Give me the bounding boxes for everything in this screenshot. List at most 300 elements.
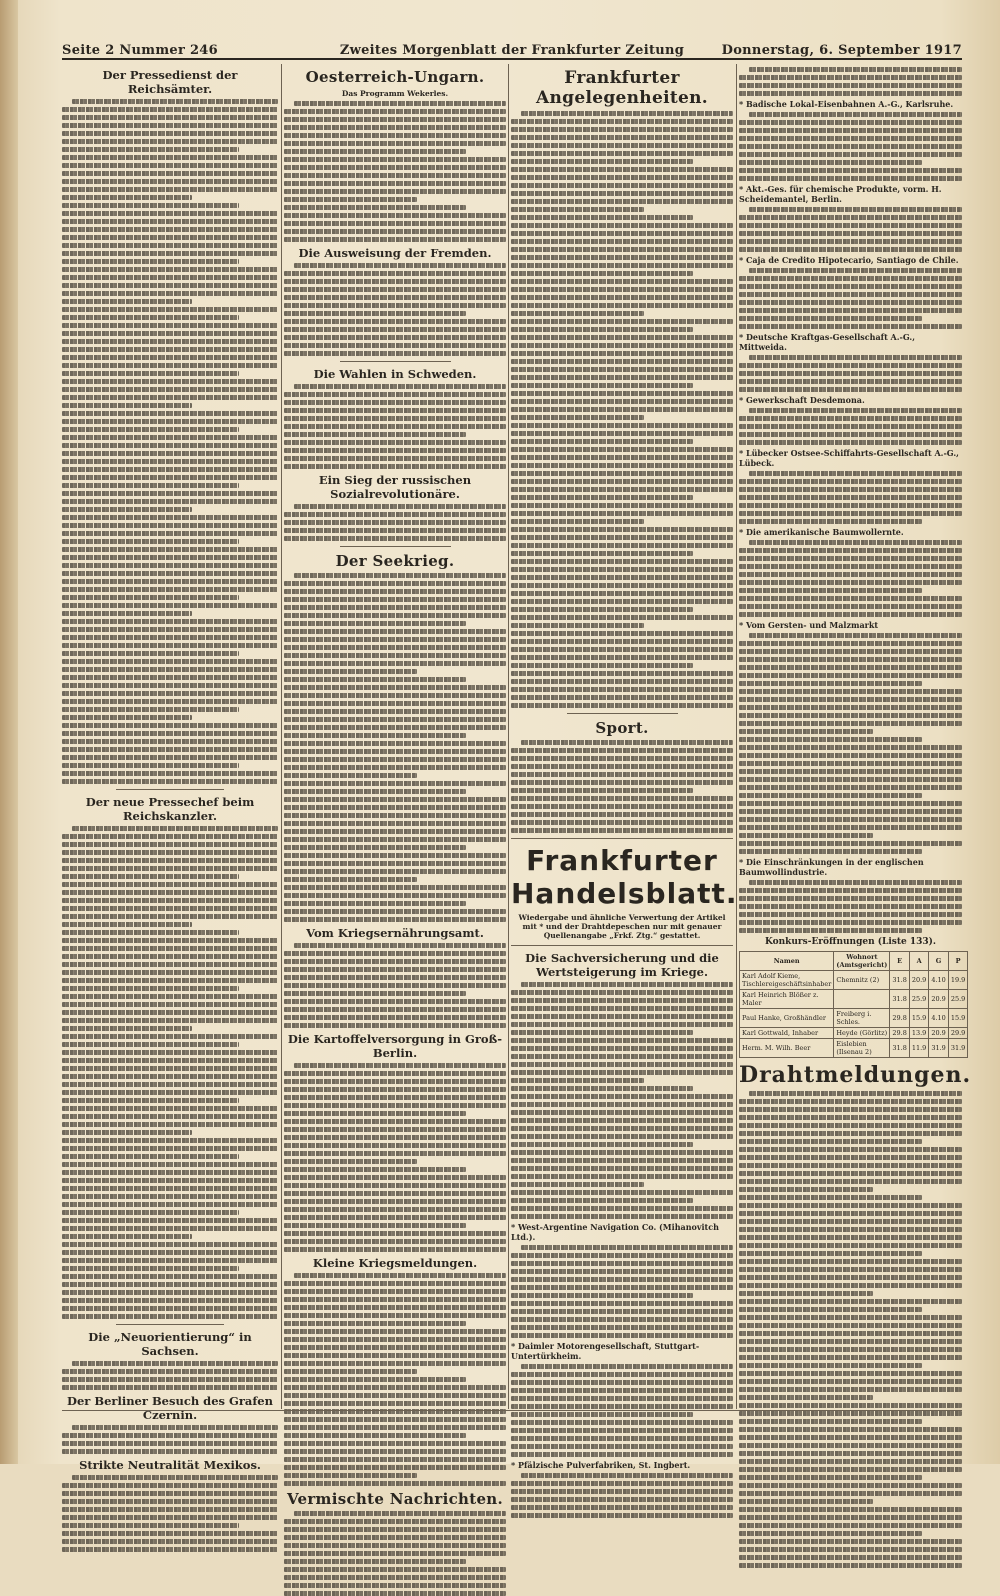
table-header-cell: P <box>948 952 967 971</box>
text-line <box>511 191 733 196</box>
text-line <box>511 407 733 412</box>
text-line <box>62 1483 278 1488</box>
text-line <box>739 1243 962 1248</box>
text-line <box>511 327 693 332</box>
text-line <box>739 276 962 281</box>
text-line <box>284 717 506 722</box>
text-line <box>511 1253 733 1258</box>
text-line <box>739 1219 962 1224</box>
text-line <box>62 1074 278 1079</box>
text-line <box>284 1087 506 1092</box>
text-line <box>521 111 733 116</box>
text-line <box>511 287 733 292</box>
text-line <box>62 667 278 672</box>
text-line <box>511 135 733 140</box>
text-line <box>739 649 962 654</box>
text-line <box>284 408 506 413</box>
text-line <box>62 1018 278 1023</box>
text-line <box>62 547 278 552</box>
text-line <box>739 1315 962 1320</box>
text-line <box>511 335 733 340</box>
text-line <box>62 1449 278 1454</box>
text-line <box>284 1199 506 1204</box>
business-notice-heading: * Gewerkschaft Desdemona. <box>739 395 865 405</box>
text-line <box>739 387 962 392</box>
table-cell: 20.9 <box>909 971 928 990</box>
text-line <box>284 1223 466 1228</box>
text-line <box>284 125 506 130</box>
text-line <box>739 479 962 484</box>
text-line <box>284 1345 506 1350</box>
table-header-row <box>740 952 968 971</box>
text-line <box>749 408 962 413</box>
business-notice-heading: * Badische Lokal-Eisenbahnen A.-G., Karlsruhe. <box>739 99 954 109</box>
text-line <box>511 812 733 817</box>
text-line <box>284 1329 506 1334</box>
text-line <box>62 946 278 951</box>
text-line <box>284 877 417 882</box>
text-line <box>739 75 962 80</box>
text-line <box>511 1489 733 1494</box>
text-line <box>511 239 733 244</box>
text-line <box>511 1436 733 1441</box>
text-line <box>511 447 733 452</box>
table-cell: 20.9 <box>929 990 948 1009</box>
article-body <box>739 633 962 854</box>
text-line <box>62 627 278 632</box>
text-line <box>284 621 466 626</box>
text-line <box>511 1428 733 1433</box>
text-line <box>284 1583 506 1588</box>
text-line <box>511 1206 733 1211</box>
business-notice-heading: * Die Einschränkungen in der englischen Baumwollindustrie. <box>739 857 924 877</box>
text-line <box>739 152 962 157</box>
text-line <box>284 181 506 186</box>
text-line <box>284 975 506 980</box>
text-line <box>739 416 962 421</box>
text-line <box>739 1179 962 1184</box>
text-line <box>511 143 733 148</box>
text-line <box>511 1174 733 1179</box>
text-line <box>739 1499 873 1504</box>
text-line <box>511 527 733 532</box>
text-line <box>739 556 962 561</box>
text-line <box>62 858 278 863</box>
text-line <box>739 1443 962 1448</box>
text-line <box>511 1396 733 1401</box>
text-line <box>739 231 962 236</box>
text-line <box>739 1435 962 1440</box>
business-notice-heading: * Daimler Motorengesellschaft, Stuttgart-Untertürkheim. <box>511 1341 700 1361</box>
business-notice-heading: * Die amerikanische Baumwollernte. <box>739 527 904 537</box>
text-line <box>739 511 962 516</box>
separator <box>567 713 678 714</box>
text-line <box>284 1095 506 1100</box>
text-line <box>62 930 239 935</box>
text-line <box>739 128 962 133</box>
article-body <box>62 826 278 1319</box>
text-line <box>739 1403 962 1408</box>
text-line <box>72 99 278 104</box>
article-heading: Sport. <box>595 719 649 737</box>
text-line <box>739 120 962 125</box>
text-line <box>511 1420 733 1425</box>
text-line <box>511 1086 693 1091</box>
text-line <box>511 1404 733 1409</box>
article-heading: Die Ausweisung der Fremden. <box>298 246 492 260</box>
text-line <box>739 1331 962 1336</box>
text-line <box>284 757 506 762</box>
text-line <box>72 826 278 831</box>
text-line <box>739 1251 922 1256</box>
text-line <box>511 167 733 172</box>
text-line <box>284 520 506 525</box>
text-line <box>62 755 278 760</box>
text-line <box>739 432 962 437</box>
text-line <box>62 435 278 440</box>
column-divider <box>508 64 509 1409</box>
text-line <box>511 1505 733 1510</box>
text-line <box>294 504 506 509</box>
text-line <box>62 938 278 943</box>
text-line <box>294 943 506 948</box>
text-line <box>284 1543 506 1548</box>
table-row <box>740 1028 968 1039</box>
text-line <box>284 629 506 634</box>
text-line <box>72 1361 278 1366</box>
table-header-cell: Namen <box>740 952 834 971</box>
text-line <box>284 773 417 778</box>
text-line <box>62 994 278 999</box>
text-line <box>284 512 506 517</box>
text-line <box>62 1531 278 1536</box>
text-line <box>284 853 506 858</box>
text-line <box>62 651 239 656</box>
text-line <box>62 1122 278 1127</box>
text-line <box>284 1393 506 1398</box>
text-line <box>62 1082 278 1087</box>
text-line <box>739 1195 922 1200</box>
text-line <box>284 1425 506 1430</box>
text-line <box>62 115 278 120</box>
text-line <box>284 967 506 972</box>
text-line <box>521 1245 733 1250</box>
text-line <box>739 1531 922 1536</box>
table-title: Konkurs-Eröffnungen (Liste 133). <box>764 937 937 947</box>
text-line <box>284 1247 506 1252</box>
text-line <box>62 147 239 152</box>
text-line <box>284 1159 417 1164</box>
text-line <box>739 136 962 141</box>
text-line <box>62 571 278 576</box>
text-line <box>284 917 506 922</box>
text-line <box>284 613 506 618</box>
table-row <box>740 1039 968 1058</box>
text-line <box>284 416 506 421</box>
text-line <box>62 1441 278 1446</box>
text-line <box>749 880 962 885</box>
text-line <box>749 355 962 360</box>
text-line <box>284 1473 417 1478</box>
text-line <box>511 1006 733 1011</box>
text-line <box>284 1369 417 1374</box>
text-line <box>511 359 733 364</box>
table-cell: 15.9 <box>909 1009 928 1028</box>
text-line <box>739 801 962 806</box>
text-line <box>739 689 962 694</box>
text-line <box>739 1467 962 1472</box>
text-line <box>511 463 733 468</box>
text-line <box>739 316 922 321</box>
text-line <box>739 1475 922 1480</box>
article-body <box>739 880 962 933</box>
text-line <box>511 639 733 644</box>
table-cell: 31.9 <box>929 1039 948 1058</box>
text-line <box>284 693 506 698</box>
text-line <box>739 1211 962 1216</box>
text-line <box>739 1563 962 1568</box>
text-line <box>62 675 278 680</box>
text-line <box>62 1547 278 1552</box>
section-heading: Oesterreich-Ungarn. <box>305 68 485 86</box>
text-line <box>284 991 466 996</box>
text-line <box>62 1098 239 1103</box>
article-heading: Der Berliner Besuch des Grafen Czernin. <box>67 1394 273 1422</box>
table-cell: 13.9 <box>909 1028 928 1039</box>
text-line <box>62 443 278 448</box>
text-line <box>739 1491 962 1496</box>
article-heading: Ein Sieg der russischen Sozialrevolutionäre. <box>318 473 472 501</box>
text-line <box>62 427 239 432</box>
text-line <box>511 1182 644 1187</box>
text-line <box>284 335 506 340</box>
text-line <box>511 631 733 636</box>
table-cell: 29.8 <box>890 1028 909 1039</box>
table-header-cell: Wohnort (Amtsgericht) <box>834 952 890 971</box>
text-line <box>62 339 278 344</box>
text-line <box>284 1167 466 1172</box>
text-line <box>511 1301 733 1306</box>
text-line <box>739 604 962 609</box>
text-line <box>62 203 239 208</box>
text-line <box>62 219 278 224</box>
text-line <box>739 1291 873 1296</box>
text-line <box>284 1527 506 1532</box>
table-header-cell: A <box>909 952 928 971</box>
text-line <box>739 1363 922 1368</box>
bankruptcy-table <box>739 951 968 1058</box>
text-line <box>739 1507 962 1512</box>
text-line <box>739 681 922 686</box>
text-line <box>62 699 278 704</box>
text-line <box>739 1395 873 1400</box>
text-line <box>739 284 962 289</box>
text-line <box>284 197 417 202</box>
text-line <box>284 1175 506 1180</box>
text-line <box>62 739 278 744</box>
text-line <box>62 683 278 688</box>
text-line <box>739 215 962 220</box>
table-cell: 19.9 <box>948 971 967 990</box>
text-line <box>739 896 962 901</box>
text-line <box>739 1283 962 1288</box>
text-line <box>739 753 962 758</box>
text-line <box>62 419 278 424</box>
text-line <box>739 1299 962 1304</box>
article-body <box>284 263 506 356</box>
article-body <box>62 1361 278 1390</box>
text-line <box>749 268 962 273</box>
text-line <box>62 243 278 248</box>
text-line <box>284 1215 506 1220</box>
text-line <box>521 740 733 745</box>
text-line <box>284 901 466 906</box>
text-line <box>284 1337 506 1342</box>
text-line <box>284 351 506 356</box>
text-line <box>739 657 962 662</box>
text-line <box>62 1026 192 1031</box>
text-line <box>284 837 506 842</box>
text-line <box>511 399 733 404</box>
text-line <box>284 1519 506 1524</box>
text-line <box>511 804 733 809</box>
text-line <box>62 155 278 160</box>
text-line <box>284 661 506 666</box>
business-notice-heading: * Deutsche Kraftgas-Gesellschaft A.-G., Mittweida. <box>739 332 915 352</box>
text-line <box>284 669 417 674</box>
text-line <box>62 1050 278 1055</box>
text-line <box>62 874 239 879</box>
masthead <box>62 40 962 60</box>
text-line <box>511 455 733 460</box>
column-1 <box>62 64 278 1472</box>
text-line <box>62 323 278 328</box>
text-line <box>511 207 644 212</box>
text-line <box>511 279 733 284</box>
text-line <box>739 825 962 830</box>
text-line <box>739 1355 962 1360</box>
text-line <box>739 503 962 508</box>
text-line <box>62 619 278 624</box>
text-line <box>739 1275 962 1280</box>
text-line <box>739 239 962 244</box>
text-line <box>511 423 733 428</box>
text-line <box>62 355 278 360</box>
article-body <box>284 1063 506 1252</box>
text-line <box>62 691 278 696</box>
text-line <box>62 882 278 887</box>
text-line <box>62 659 278 664</box>
text-line <box>62 1250 278 1255</box>
text-line <box>284 1441 506 1446</box>
separator <box>340 546 451 547</box>
text-line <box>62 954 278 959</box>
text-line <box>739 292 962 297</box>
text-line <box>62 1226 278 1231</box>
section-subheading: Das Programm Wekerles. <box>341 89 449 98</box>
text-line <box>62 595 239 600</box>
text-line <box>739 1379 962 1384</box>
article-body <box>511 1473 733 1518</box>
article-body <box>739 67 962 96</box>
text-line <box>284 1559 466 1564</box>
table-cell: 25.9 <box>909 990 928 1009</box>
text-line <box>739 1515 962 1520</box>
text-line <box>62 1218 278 1223</box>
text-line <box>511 820 733 825</box>
text-line <box>739 1347 962 1352</box>
text-line <box>62 1058 278 1063</box>
text-line <box>294 1273 506 1278</box>
text-line <box>62 1282 278 1287</box>
text-line <box>62 139 278 144</box>
text-line <box>284 464 506 469</box>
text-line <box>62 187 278 192</box>
table-cell: 4.10 <box>929 1009 948 1028</box>
text-line <box>739 1451 962 1456</box>
text-line <box>284 813 506 818</box>
section-banner: Frankfurter Handelsblatt. <box>511 844 738 910</box>
text-line <box>284 221 506 226</box>
text-line <box>511 1158 733 1163</box>
text-line <box>739 665 962 670</box>
text-line <box>511 1046 733 1051</box>
text-line <box>284 173 506 178</box>
article-heading: Der Seekrieg. <box>335 552 455 570</box>
text-line <box>521 982 733 987</box>
text-line <box>284 597 506 602</box>
column-4 <box>739 64 972 1409</box>
text-line <box>284 1385 506 1390</box>
text-line <box>62 731 278 736</box>
text-line <box>284 637 506 642</box>
text-line <box>739 1187 873 1192</box>
text-line <box>511 375 733 380</box>
text-line <box>284 1353 506 1358</box>
text-line <box>511 343 733 348</box>
text-line <box>284 869 506 874</box>
text-line <box>62 1162 278 1167</box>
text-line <box>511 511 733 516</box>
text-line <box>284 303 506 308</box>
text-line <box>511 1166 733 1171</box>
text-line <box>511 1513 733 1518</box>
text-line <box>62 259 239 264</box>
text-line <box>739 1099 962 1104</box>
text-line <box>739 247 962 252</box>
text-line <box>739 1139 922 1144</box>
text-line <box>739 761 962 766</box>
separator <box>116 789 224 790</box>
text-line <box>511 1412 693 1417</box>
text-line <box>284 229 506 234</box>
text-line <box>284 1567 506 1572</box>
text-line <box>739 308 962 313</box>
text-line <box>284 213 506 218</box>
text-line <box>739 1115 962 1120</box>
text-line <box>739 928 922 933</box>
text-line <box>739 564 962 569</box>
text-line <box>294 384 506 389</box>
text-line <box>749 207 962 212</box>
text-line <box>62 563 278 568</box>
text-line <box>511 780 733 785</box>
text-line <box>62 842 278 847</box>
text-line <box>511 543 733 548</box>
text-line <box>284 528 506 533</box>
text-line <box>739 144 962 149</box>
separator <box>116 1324 224 1325</box>
